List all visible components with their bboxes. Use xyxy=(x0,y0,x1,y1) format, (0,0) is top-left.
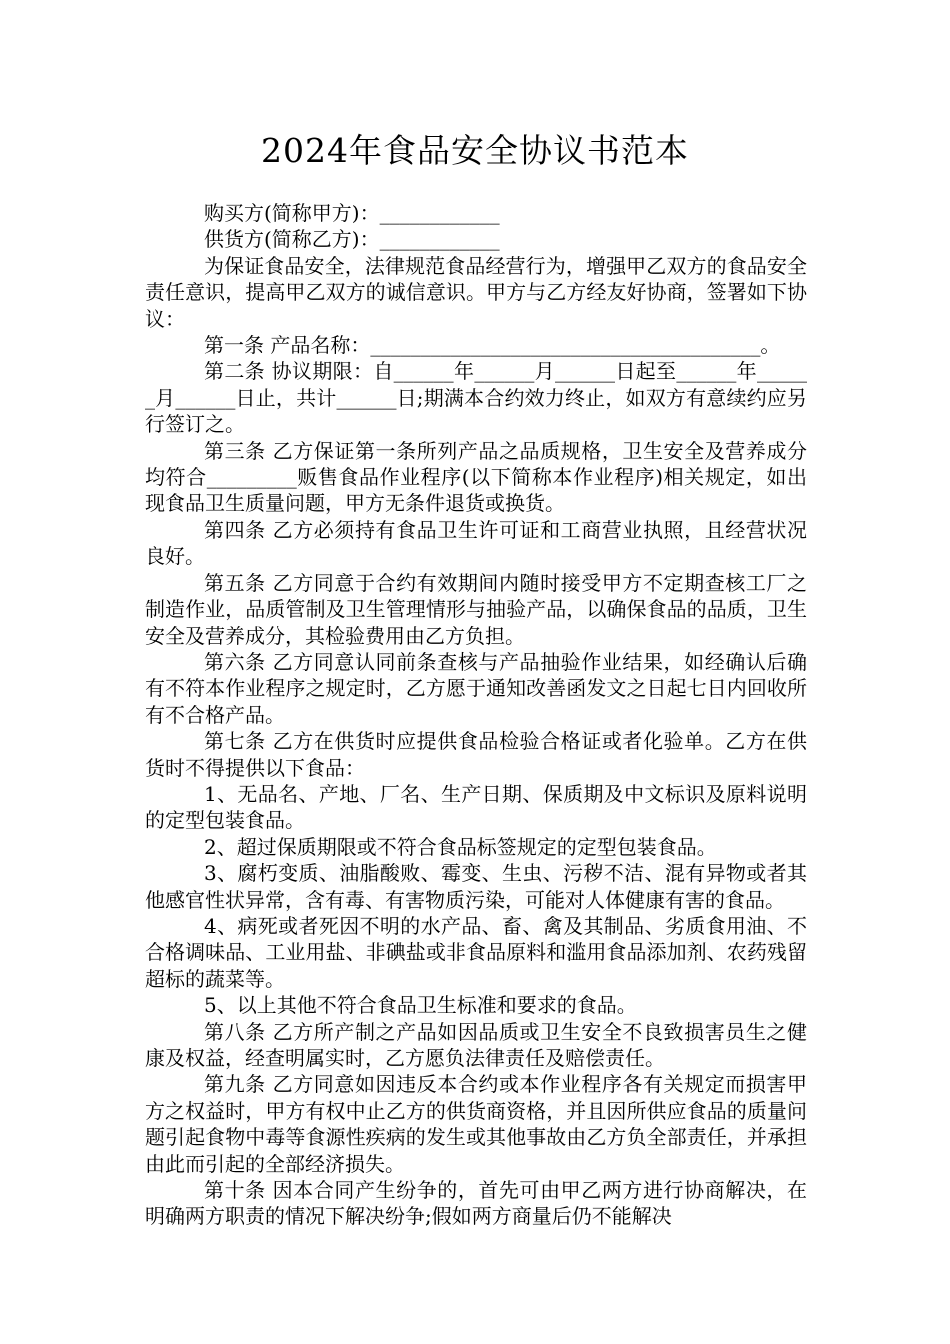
article-7-item-2: 2、超过保质期限或不符合食品标签规定的定型包装食品。 xyxy=(204,834,717,859)
buyer-line: 购买方(简称甲方)：____________ xyxy=(204,201,500,225)
document-body xyxy=(145,200,807,1230)
article-7: 第七条 乙方在供货时应提供食品检验合格证或者化验单。乙方在供货时不得提供以下食品： xyxy=(145,729,807,780)
article-2: 第二条 协议期限：自______年______月______日起至______年______月______日止，共计______日;期满本合约效力终止，如双方有意续约应另行签订之。 xyxy=(145,359,807,437)
article-7-item-1: 1、无品名、产地、厂名、生产日期、保质期及中文标识及原料说明的定型包装食品。 xyxy=(145,781,807,833)
article-6: 第六条 乙方同意认同前条查核与产品抽验作业结果，如经确认后确有不符本作业程序之规定时，乙方愿于通知改善函发文之日起七日内回收所有不合格产品。 xyxy=(145,649,807,727)
article-5: 第五条 乙方同意于合约有效期间内随时接受甲方不定期查核工厂之制造作业，品质管制及卫生管理情形与抽验产品，以确保食品的品质，卫生安全及营养成分，其检验费用由乙方负担。 xyxy=(145,570,807,648)
article-4: 第四条 乙方必须持有食品卫生许可证和工商营业执照，且经营状况良好。 xyxy=(145,517,807,569)
supplier-line: 供货方(简称乙方)：____________ xyxy=(204,227,500,252)
article-7-item-4: 4、病死或者死因不明的水产品、畜、禽及其制品、劣质食用油、不合格调味品、工业用盐、非碘盐或非食品原料和滥用食品添加剂、农药残留超标的蔬菜等。 xyxy=(145,913,807,991)
article-7-item-5: 5、以上其他不符合食品卫生标准和要求的食品。 xyxy=(204,993,637,1018)
article-7-item-3: 3、腐朽变质、油脂酸败、霉变、生虫、污秽不洁、混有异物或者其他感官性状异常，含有毒、有害物质污染，可能对人体健康有害的食品。 xyxy=(145,861,807,912)
article-9: 第九条 乙方同意如因违反本合约或本作业程序各有关规定而损害甲方之权益时，甲方有权中止乙方的供货商资格，并且因所供应食品的质量问题引起食物中毒等食源性疾病的发生或其他事故由乙方负全部责任，并承担由此而引起的全部经济损失。 xyxy=(145,1072,807,1176)
article-10: 第十条 因本合同产生纷争的，首先可由甲乙两方进行协商解决，在明确两方职责的情况下解决纷争;假如两方商量后仍不能解决 xyxy=(145,1178,807,1229)
document-title: 2024年食品安全协议书范本 xyxy=(261,131,689,170)
article-1: 第一条 产品名称：_______________________________________。 xyxy=(204,333,781,358)
preamble-paragraph: 为保证食品安全，法律规范食品经营行为，增强甲乙双方的食品安全责任意识，提高甲乙双方的诚信意识。甲方与乙方经友好协商，签署如下协议： xyxy=(145,253,807,331)
article-3: 第三条 乙方保证第一条所列产品之品质规格，卫生安全及营养成分均符合_________贩售食品作业程序(以下简称本作业程序)相关规定，如出现食品卫生质量问题，甲方无条件退货或换货。 xyxy=(145,438,807,516)
article-8: 第八条 乙方所产制之产品如因品质或卫生安全不良致损害员生之健康及权益，经查明属实时，乙方愿负法律责任及赔偿责任。 xyxy=(145,1019,807,1070)
